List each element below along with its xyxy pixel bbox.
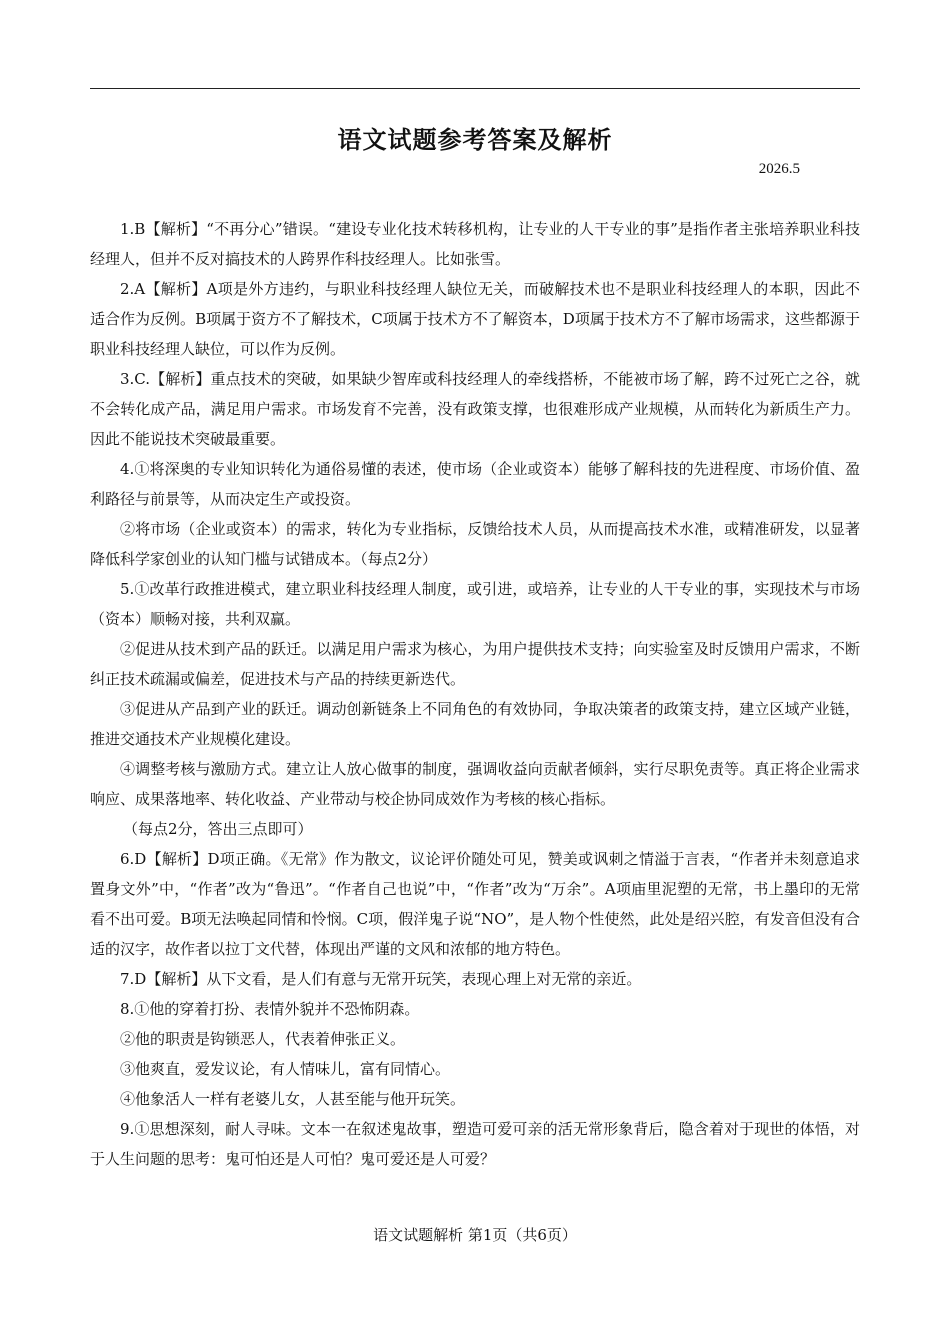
- answer-6: 6.D【解析】D项正确。《无常》作为散文，议论评价随处可见，赞美或讽刺之情溢于言表，“作者并未刻意追求置身文外”中，“作者”改为“鲁迅”。“作者自己也说”中，“作者”改为“万余”。A项庙里泥塑的无常，书上墨印的无常看不出可爱。B项无法唤起同情和怜悯。C项，假洋鬼子说“NO”，是人物个性使然，此处是绍兴腔，有发音但没有合适的汉字，故作者以拉丁文代替，体现出严谨的文风和浓郁的地方特色。: [90, 850, 860, 958]
- answer-5-point-4: ④调整考核与激励方式。建立让人放心做事的制度，强调收益向贡献者倾斜，实行尽职免责等。真正将企业需求响应、成果落地率、转化收益、产业带动与校企协同成效作为考核的核心指标。: [90, 760, 860, 808]
- answer-4-point-2: ②将市场（企业或资本）的需求，转化为专业指标，反馈给技术人员，从而提高技术水准，或精准研发，以显著降低科学家创业的认知门槛与试错成本。（每点2分）: [90, 520, 860, 568]
- answer-5-point-2: ②促进从技术到产品的跃迁。以满足用户需求为核心，为用户提供技术支持；向实验室及时反馈用户需求，不断纠正技术疏漏或偏差，促进技术与产品的持续更新迭代。: [90, 640, 860, 688]
- page-footer: 语文试题解析 第1页（共6页）: [373, 1226, 577, 1244]
- answer-8-point-2: ②他的职责是钩锁恶人，代表着伸张正义。: [120, 1030, 406, 1048]
- document-date: 2026.5: [758, 161, 800, 177]
- answer-5-point-3: ③促进从产品到产业的跃迁。调动创新链条上不同角色的有效协同，争取决策者的政策支持，建立区域产业链，推进交通技术产业规模化建设。: [90, 700, 860, 748]
- answer-5-point-1: 5.①改革行政推进模式，建立职业科技经理人制度，或引进，或培养，让专业的人干专业的事，实现技术与市场（资本）顺畅对接，共利双赢。: [90, 580, 860, 628]
- answer-body: [90, 214, 860, 1174]
- answer-3: 3.C.【解析】重点技术的突破，如果缺少智库或科技经理人的牵线搭桥，不能被市场了解，跨不过死亡之谷，就不会转化成产品，满足用户需求。市场发育不完善，没有政策支撑，也很难形成产业规模，从而转化为新质生产力。因此不能说技术突破最重要。: [90, 370, 860, 448]
- header-rule: [90, 88, 860, 89]
- answer-1: 1.B【解析】“不再分心”错误。“建设专业化技术转移机构，让专业的人干专业的事”是指作者主张培养职业科技经理人，但并不反对搞技术的人跨界作科技经理人。比如张雪。: [90, 220, 860, 268]
- answer-9-point-1: 9.①思想深刻，耐人寻味。文本一在叙述鬼故事，塑造可爱可亲的活无常形象背后，隐含着对于现世的体悟，对于人生问题的思考：鬼可怕还是人可怕？鬼可爱还是人可爱？: [90, 1120, 860, 1168]
- answer-5-scoring-note: （每点2分，答出三点即可）: [123, 820, 313, 838]
- answer-4-point-1: 4.①将深奥的专业知识转化为通俗易懂的表述，使市场（企业或资本）能够了解科技的先进程度、市场价值、盈利路径与前景等，从而决定生产或投资。: [90, 460, 860, 508]
- answer-8-point-3: ③他爽直，爱发议论，有人情味儿，富有同情心。: [120, 1060, 451, 1078]
- answer-2: 2.A【解析】A项是外方违约，与职业科技经理人缺位无关，而破解技术也不是职业科技经理人的本职，因此不适合作为反例。B项属于资方不了解技术，C项属于技术方不了解资本，D项属于技术方不了解市场需求，这些都源于职业科技经理人缺位，可以作为反例。: [90, 280, 860, 358]
- document-title: 语文试题参考答案及解析: [337, 126, 613, 154]
- answer-7: 7.D【解析】从下文看，是人们有意与无常开玩笑，表现心理上对无常的亲近。: [120, 970, 642, 988]
- answer-8-point-1: 8.①他的穿着打扮、表情外貌并不恐怖阴森。: [120, 1000, 420, 1018]
- answer-8-point-4: ④他象活人一样有老婆儿女，人甚至能与他开玩笑。: [120, 1090, 466, 1108]
